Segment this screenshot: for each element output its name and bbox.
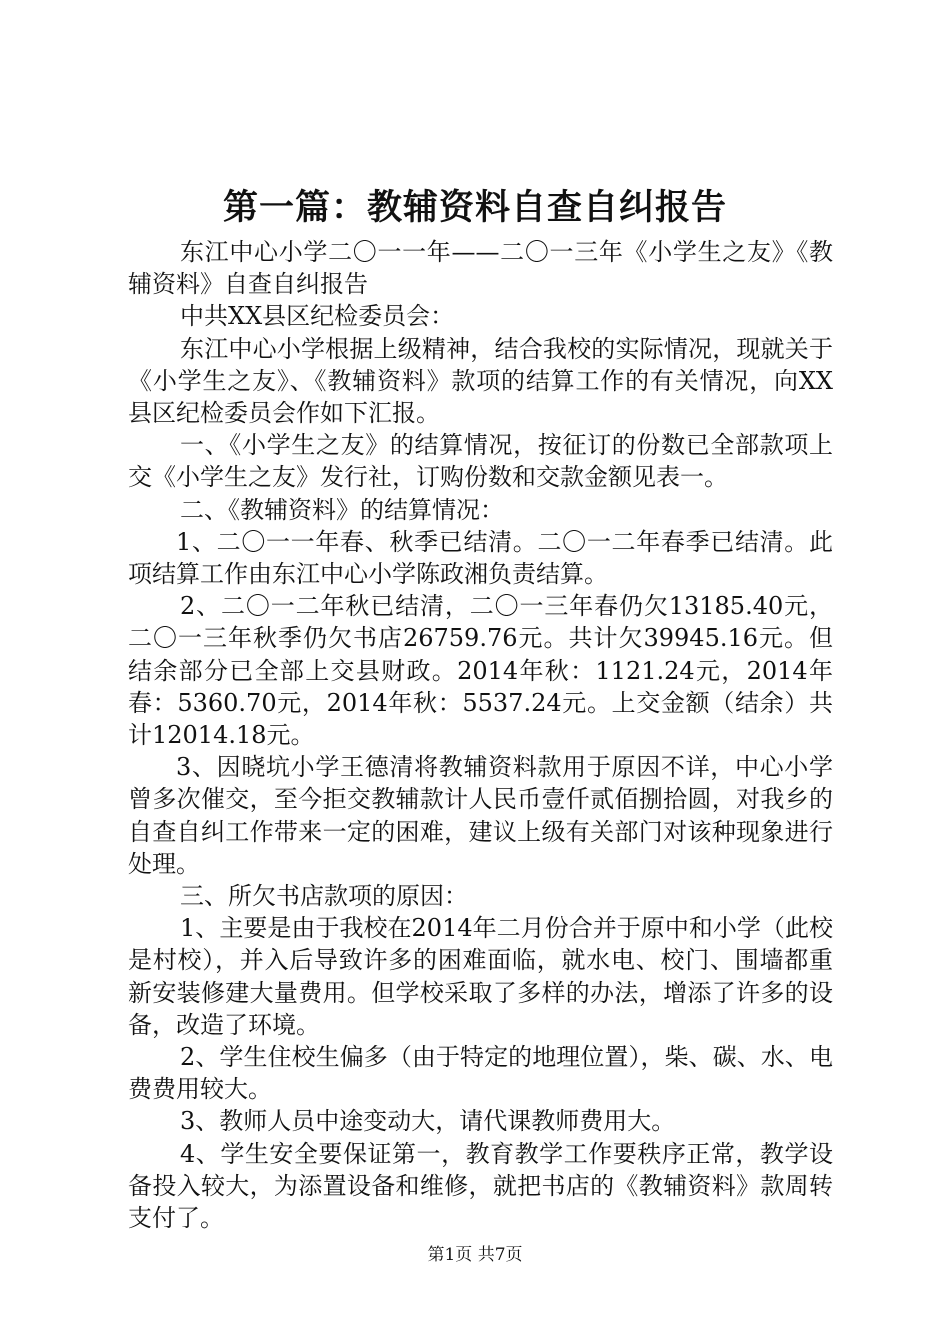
page-footer: 第1页 共7页: [427, 1245, 523, 1265]
document-title: 第一篇：教辅资料自查自纠报告: [222, 188, 727, 228]
section-three-heading: 三、所欠书店款项的原因：: [180, 882, 468, 911]
section-two-item-1: 1、二〇一一年春、秋季已结清。二〇一二年春季已结清。此项结算工作由东江中心小学陈政湘负责结算。: [128, 527, 833, 589]
section-two-heading: 二、《教辅资料》的结算情况：: [180, 495, 504, 524]
section-three-item-1: 1、主要是由于我校在2014年二月份合并于原中和小学（此校是村校），并入后导致许多的困难面临，就水电、校门、围墙都重新安装修建大量费用。但学校采取了多样的办法，增添了许多的设备，改造了环境。: [128, 914, 833, 1039]
document-body: [128, 236, 833, 1234]
section-three-item-2: 2、学生住校生偏多（由于特定的地理位置），柴、碳、水、电费费用较大。: [128, 1043, 833, 1104]
salutation: 中共XX县区纪检委员会：: [180, 302, 455, 331]
section-two-item-2: 2、二〇一二年秋已结清，二〇一三年春仍欠13185.40元，二〇一三年秋季仍欠书店26759.76元。共计欠39945.16元。但结余部分已全部上交县财政。2014年秋：1121.24元，2014年春：5360.70元，2014年秋：5537.24元。上交金额（结余）共计12014.18元。: [128, 592, 833, 750]
section-one: 一、《小学生之友》的结算情况，按征订的份数已全部款项上交《小学生之友》发行社，订购份数和交款金额见表一。: [128, 431, 833, 492]
section-three-item-3: 3、教师人员中途变动大，请代课教师费用大。: [180, 1107, 676, 1136]
section-two-item-3: 3、因晓坑小学王德清将教辅资料款用于原因不详，中心小学曾多次催交，至今拒交教辅款计人民币壹仟贰佰捌拾圆，对我乡的自查自纠工作带来一定的困难，建议上级有关部门对该种现象进行处理。: [128, 753, 833, 878]
section-three-item-4: 4、学生安全要保证第一，教育教学工作要秩序正常，教学设备投入较大，为添置设备和维修，就把书店的《教辅资料》款周转支付了。: [128, 1139, 833, 1233]
intro-paragraph: 东江中心小学根据上级精神，结合我校的实际情况，现就关于《小学生之友》、《教辅资料》款项的结算工作的有关情况，向XX县区纪检委员会作如下汇报。: [128, 334, 833, 428]
report-subtitle: 东江中心小学二〇一一年——二〇一三年《小学生之友》《教辅资料》自查自纠报告: [128, 238, 833, 299]
